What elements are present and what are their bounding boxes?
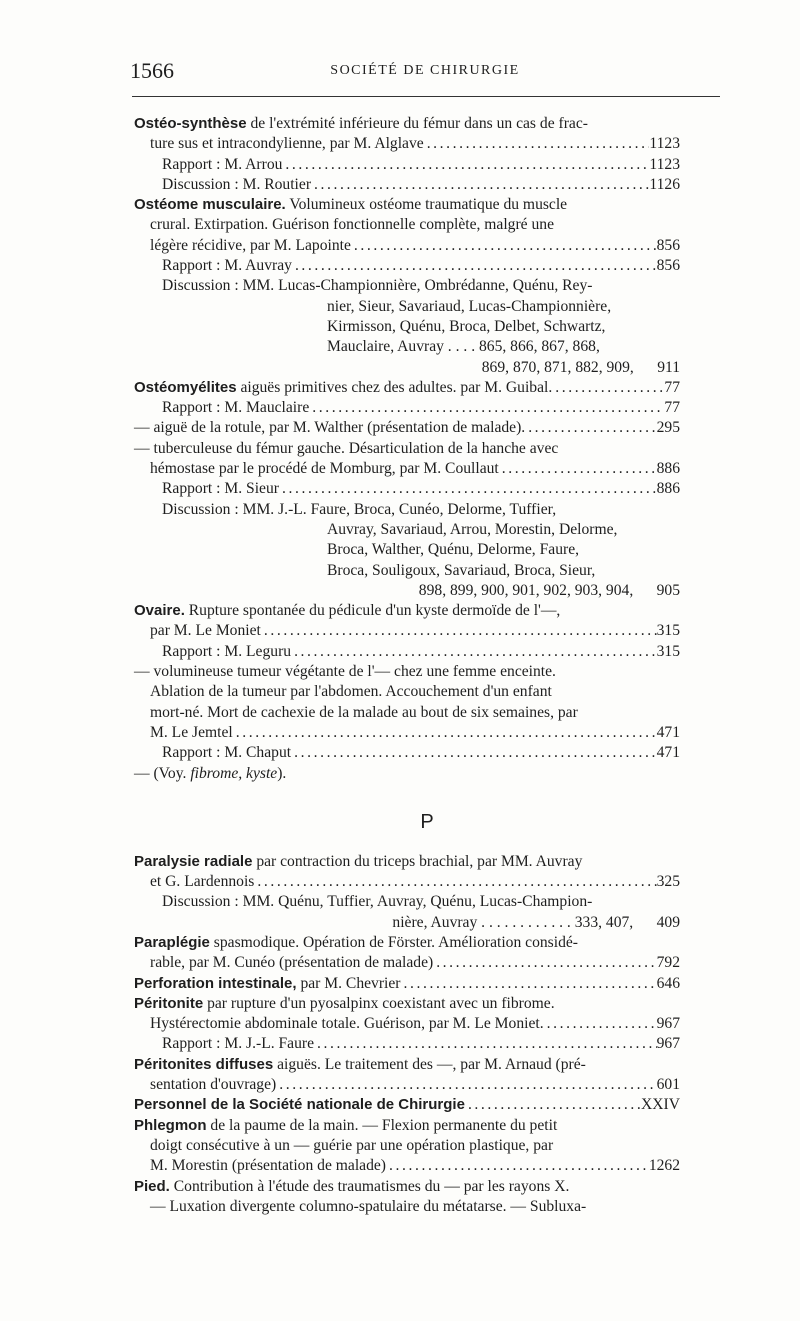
rapport-line: Rapport : M. Sieur <box>162 480 279 498</box>
see-also-terms: fibrome, kyste <box>190 764 278 782</box>
leader-dots <box>276 1075 656 1095</box>
discussion-line: Mauclaire, Auvray . . . . 865, 866, 867, 868, <box>327 338 600 356</box>
subentry-text: — volumineuse tumeur végétante de l'— chez une femme enceinte. <box>134 663 556 681</box>
leader-dots <box>292 256 657 276</box>
entry-text: spasmodique. Opération de Förster. Amélioration considé- <box>213 933 578 951</box>
header-rule <box>132 96 720 97</box>
leader-dots <box>311 175 649 195</box>
entry-heading: Ostéomyélites <box>134 378 237 396</box>
entry-text: légère récidive, par M. Lapointe <box>150 236 351 254</box>
leader-dots <box>424 134 650 154</box>
leader-dots <box>291 642 657 662</box>
rapport-line: Rapport : M. Mauclaire <box>162 399 310 417</box>
entry-text: Volumineux ostéome traumatique du muscle <box>289 196 568 214</box>
entry-text: Hystérectomie abdominale totale. Guérison, par M. Le Moniet. <box>150 1015 544 1033</box>
entry-perforation <box>134 974 680 994</box>
page-number: 1566 <box>130 58 174 83</box>
entry-heading: Paralysie radiale <box>134 852 253 870</box>
leader-dots <box>433 953 656 973</box>
entry-text: crural. Extirpation. Guérison fonctionnelle complète, malgré une <box>150 216 554 234</box>
page-ref: 409 <box>656 913 680 931</box>
entry-paralysie <box>134 852 680 933</box>
discussion-line: Broca, Walther, Quénu, Delorme, Faure, <box>327 541 580 559</box>
rapport-line: Rapport : M. Arrou <box>162 155 283 173</box>
subentry-text: hémostase par le procédé de Momburg, par M. Coullaut <box>150 460 499 478</box>
entry-text: ture sus et intracondylienne, par M. Alglave <box>150 135 424 153</box>
entry-heading: Péritonite <box>134 994 204 1012</box>
page-ref: 471 <box>656 723 680 741</box>
page-ref: 1123 <box>649 135 680 153</box>
discussion-line: nier, Sieur, Savariaud, Lucas-Championnière, <box>327 297 612 315</box>
leader-dots <box>233 723 657 743</box>
leader-dots <box>400 974 656 994</box>
page-ref: XXIV <box>641 1096 680 1114</box>
rapport-line: Rapport : M. Leguru <box>162 642 292 660</box>
page-ref: 905 <box>656 581 680 599</box>
subentry-text: Ablation de la tumeur par l'abdomen. Accouchement d'un enfant <box>150 683 552 701</box>
page-ref: 911 <box>657 358 680 376</box>
page-ref: 601 <box>656 1076 680 1094</box>
leader-dots <box>261 621 657 641</box>
entry-personnel <box>134 1095 680 1115</box>
entry-text: doigt consécutive à un — guérie par une opération plastique, par <box>150 1136 554 1154</box>
entry-heading: Péritonites diffuses <box>134 1055 274 1073</box>
subentry-text: M. Le Jemtel <box>150 723 233 741</box>
entry-text: — Luxation divergente columno-spatulaire du métatarse. — Subluxa- <box>150 1197 587 1215</box>
entry-pied <box>134 1177 680 1218</box>
page-ref: 646 <box>656 974 680 992</box>
page-ref: 886 <box>656 460 680 478</box>
page-ref: 325 <box>656 873 680 891</box>
discussion-line: Broca, Souligoux, Savariaud, Broca, Sieur, <box>327 561 596 579</box>
leader-dots <box>309 398 664 418</box>
page-ref: 1123 <box>649 155 680 173</box>
discussion-line: 869, 870, 871, 882, 909, <box>481 358 634 376</box>
entry-text: M. Morestin (présentation de malade) <box>150 1157 387 1175</box>
entry-text: Rupture spontanée du pédicule d'un kyste dermoïde de l'—, <box>188 602 561 620</box>
page-ref: 792 <box>656 954 680 972</box>
entry-heading: Ostéo-synthèse <box>134 115 247 132</box>
page-ref: 77 <box>664 399 680 417</box>
entry-osteomyelites <box>134 378 680 601</box>
entry-heading: Ovaire. <box>134 602 185 620</box>
rapport-line: Rapport : M. Chaput <box>162 744 292 762</box>
discussion-line: Discussion : MM. Lucas-Championnière, Ombrédanne, Quénu, Rey- <box>162 277 593 295</box>
leader-dots <box>499 459 657 479</box>
subentry-text: mort-né. Mort de cachexie de la malade au bout de six semaines, par <box>150 703 578 721</box>
subentry-text: — aiguë de la rotule, par M. Walther (présentation de malade). <box>134 419 526 437</box>
entry-text: et G. Lardennois <box>150 873 255 891</box>
entry-text: aiguës primitives chez des adultes. par M. Guibal. <box>240 378 553 396</box>
entry-text: aiguës. Le traitement des —, par M. Arnaud (pré- <box>277 1055 586 1073</box>
leader-dots <box>351 236 657 256</box>
page-header <box>130 58 720 88</box>
leader-dots <box>282 155 649 175</box>
running-title: SOCIÉTÉ DE CHIRURGIE <box>330 63 520 78</box>
page-ref: 1262 <box>648 1157 680 1175</box>
page-ref: 856 <box>656 236 680 254</box>
entry-heading: Pied. <box>134 1177 170 1195</box>
leader-dots <box>314 1034 657 1054</box>
subentry-text: — tuberculeuse du fémur gauche. Désarticulation de la hanche avec <box>134 439 559 457</box>
discussion-line: Discussion : M. Routier <box>162 175 312 193</box>
leader-dots <box>279 479 657 499</box>
entry-text: Contribution à l'étude des traumatismes du — par les rayons X. <box>173 1177 570 1195</box>
page-ref: 886 <box>656 480 680 498</box>
entry-text: par rupture d'un pyosalpinx coexistant avec un fibrome. <box>207 994 555 1012</box>
entry-text: de la paume de la main. — Flexion permanente du petit <box>210 1116 558 1134</box>
discussion-line: Auvray, Savariaud, Arrou, Morestin, Delorme, <box>327 520 618 538</box>
rapport-line: Rapport : M. Auvray <box>162 257 292 275</box>
page-ref: 295 <box>656 419 680 437</box>
leader-dots <box>291 743 657 763</box>
see-also-line: — (Voy. fibrome, kyste). <box>134 764 287 782</box>
page-ref: 1126 <box>649 175 680 193</box>
rapport-line: Rapport : M. J.-L. Faure <box>162 1035 315 1053</box>
entry-paraplegie <box>134 933 680 974</box>
entry-heading: Perforation intestinale, <box>134 974 297 992</box>
entry-heading: Personnel de la Société nationale de Chirurgie <box>134 1096 465 1114</box>
section-letter: P <box>420 810 434 833</box>
entry-phlegmon <box>134 1116 680 1177</box>
discussion-line: 898, 899, 900, 901, 902, 903, 904, <box>418 581 634 599</box>
entry-text: rable, par M. Cunéo (présentation de malade) <box>150 954 434 972</box>
entry-peritonites <box>134 1055 680 1096</box>
leader-dots <box>254 872 656 892</box>
entry-heading: Ostéome musculaire. <box>134 196 286 214</box>
entry-ovaire <box>134 601 680 784</box>
discussion-line: nière, Auvray . . . . . . . . . . . . 333, 407, <box>392 913 634 931</box>
entry-text: par contraction du triceps brachial, par MM. Auvray <box>256 852 583 870</box>
entry-heading: Phlegmon <box>134 1116 207 1134</box>
entry-peritonite <box>134 994 680 1055</box>
leader-dots <box>552 378 664 398</box>
leader-dots <box>465 1095 641 1115</box>
entry-osteome <box>134 195 680 378</box>
entry-heading: Paraplégie <box>134 933 210 951</box>
page-ref: 967 <box>656 1015 680 1033</box>
index-entries <box>134 114 680 1217</box>
discussion-line: Discussion : MM. Quénu, Tuffier, Auvray, Quénu, Lucas-Champion- <box>162 893 593 911</box>
leader-dots <box>525 418 656 438</box>
entry-osteo-synthese <box>134 114 680 195</box>
leader-dots <box>386 1156 649 1176</box>
leader-dots <box>544 1014 657 1034</box>
page-ref: 856 <box>656 257 680 275</box>
entry-text: sentation d'ouvrage) <box>150 1076 277 1094</box>
entry-text: de l'extrémité inférieure du fémur dans un cas de frac- <box>250 115 588 132</box>
page-ref: 471 <box>656 744 680 762</box>
page-ref: 967 <box>656 1035 680 1053</box>
discussion-line: Kirmisson, Quénu, Broca, Delbet, Schwartz, <box>327 317 606 335</box>
discussion-line: Discussion : MM. J.-L. Faure, Broca, Cunéo, Delorme, Tuffier, <box>162 500 557 518</box>
entry-text: par M. Le Moniet <box>150 622 261 640</box>
page-ref: 315 <box>656 642 680 660</box>
page-ref: 315 <box>656 622 680 640</box>
page-ref: 77 <box>664 378 680 396</box>
entry-text: par M. Chevrier <box>300 974 401 992</box>
